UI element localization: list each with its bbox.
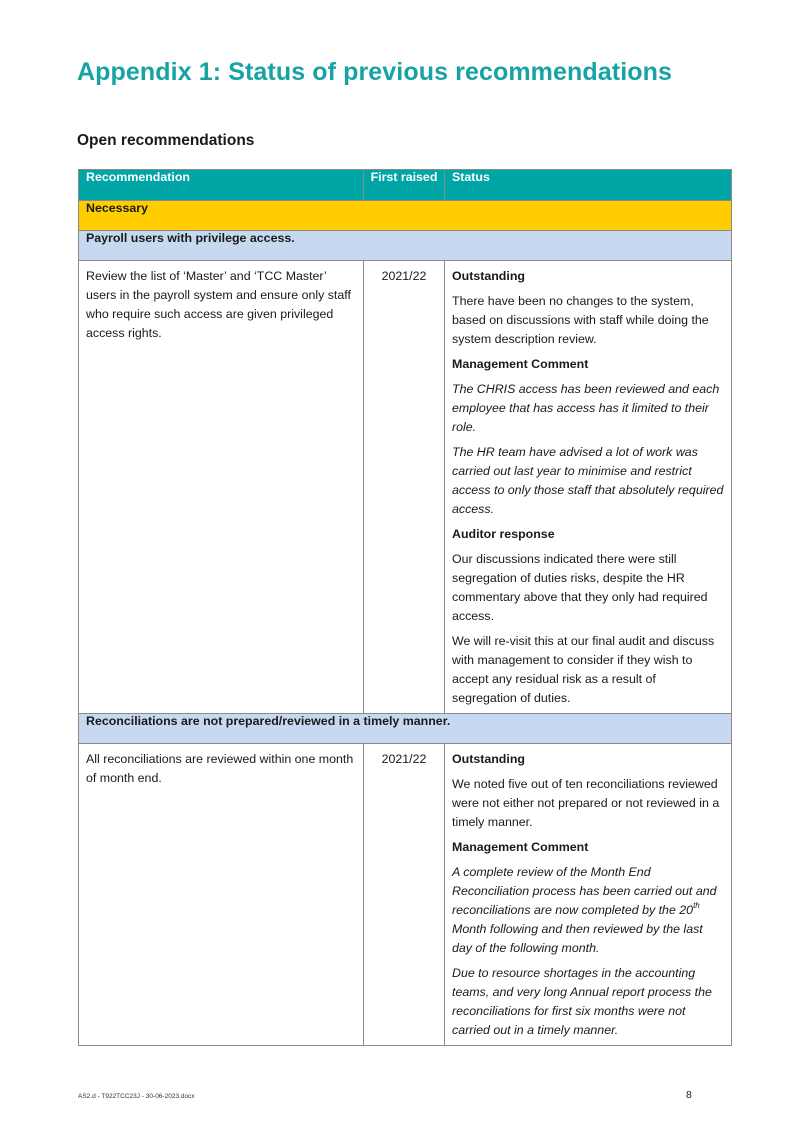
management-comment-heading: Management Comment — [452, 840, 589, 854]
priority-label: Necessary — [79, 201, 732, 231]
recommendation-text: All reconciliations are reviewed within one month of month end. — [79, 744, 364, 1046]
footer-document-reference: AS2.d - T922TCC23J - 30-06-2023.docx — [78, 1093, 195, 1100]
management-comment-text-part: Month following and then reviewed by the last day of the following month. — [452, 922, 703, 955]
header-first-raised: First raised — [364, 170, 445, 201]
recommendation-title-row — [79, 714, 732, 744]
status-cell — [445, 744, 732, 1046]
management-comment-text: The HR team have advised a lot of work was carried out last year to minimise and restrict access to only those staff that absolutely required access. — [452, 445, 724, 516]
status-text: There have been no changes to the system, based on discussions with staff while doing the system description review. — [452, 294, 709, 346]
ordinal-superscript: th — [693, 900, 700, 910]
auditor-response-heading: Auditor response — [452, 527, 555, 541]
recommendation-title: Payroll users with privilege access. — [79, 231, 732, 261]
status-heading: Outstanding — [452, 752, 525, 766]
status-heading: Outstanding — [452, 269, 525, 283]
management-comment-text-part: A complete review of the Month End Reconciliation process has been carried out and reconciliations are now completed by the 20 — [452, 865, 717, 917]
priority-row — [79, 201, 732, 231]
management-comment-text: The CHRIS access has been reviewed and each employee that has access has it limited to their role. — [452, 382, 720, 434]
table-row — [79, 261, 732, 714]
recommendations-table — [78, 169, 732, 1046]
header-recommendation: Recommendation — [79, 170, 364, 201]
recommendation-text: Review the list of ‘Master’ and ‘TCC Master’ users in the payroll system and ensure only staff who require such access are given privileged access rights. — [79, 261, 364, 714]
table-header-row — [79, 170, 732, 201]
page-title: Appendix 1: Status of previous recommendations — [77, 58, 672, 86]
first-raised-value: 2021/22 — [364, 744, 445, 1046]
auditor-response-text: Our discussions indicated there were still segregation of duties risks, despite the HR commentary above that they only had required access. — [452, 552, 708, 623]
auditor-response-text: We will re-visit this at our final audit and discuss with management to consider if they wish to accept any residual risk as a result of segregation of duties. — [452, 634, 715, 705]
status-cell — [445, 261, 732, 714]
management-comment-heading: Management Comment — [452, 357, 589, 371]
table-row — [79, 744, 732, 1046]
recommendation-title-row — [79, 231, 732, 261]
section-title: Open recommendations — [77, 132, 255, 149]
header-status: Status — [445, 170, 732, 201]
first-raised-value: 2021/22 — [364, 261, 445, 714]
management-comment-text: Due to resource shortages in the accounting teams, and very long Annual report process the reconciliations for first six months were not carried out in a timely manner. — [452, 966, 712, 1037]
management-comment-text — [452, 863, 724, 958]
status-text: We noted five out of ten reconciliations reviewed were not either not prepared or not reviewed in a timely manner. — [452, 777, 720, 829]
page-number: 8 — [686, 1089, 692, 1101]
recommendation-title: Reconciliations are not prepared/reviewed in a timely manner. — [79, 714, 732, 744]
